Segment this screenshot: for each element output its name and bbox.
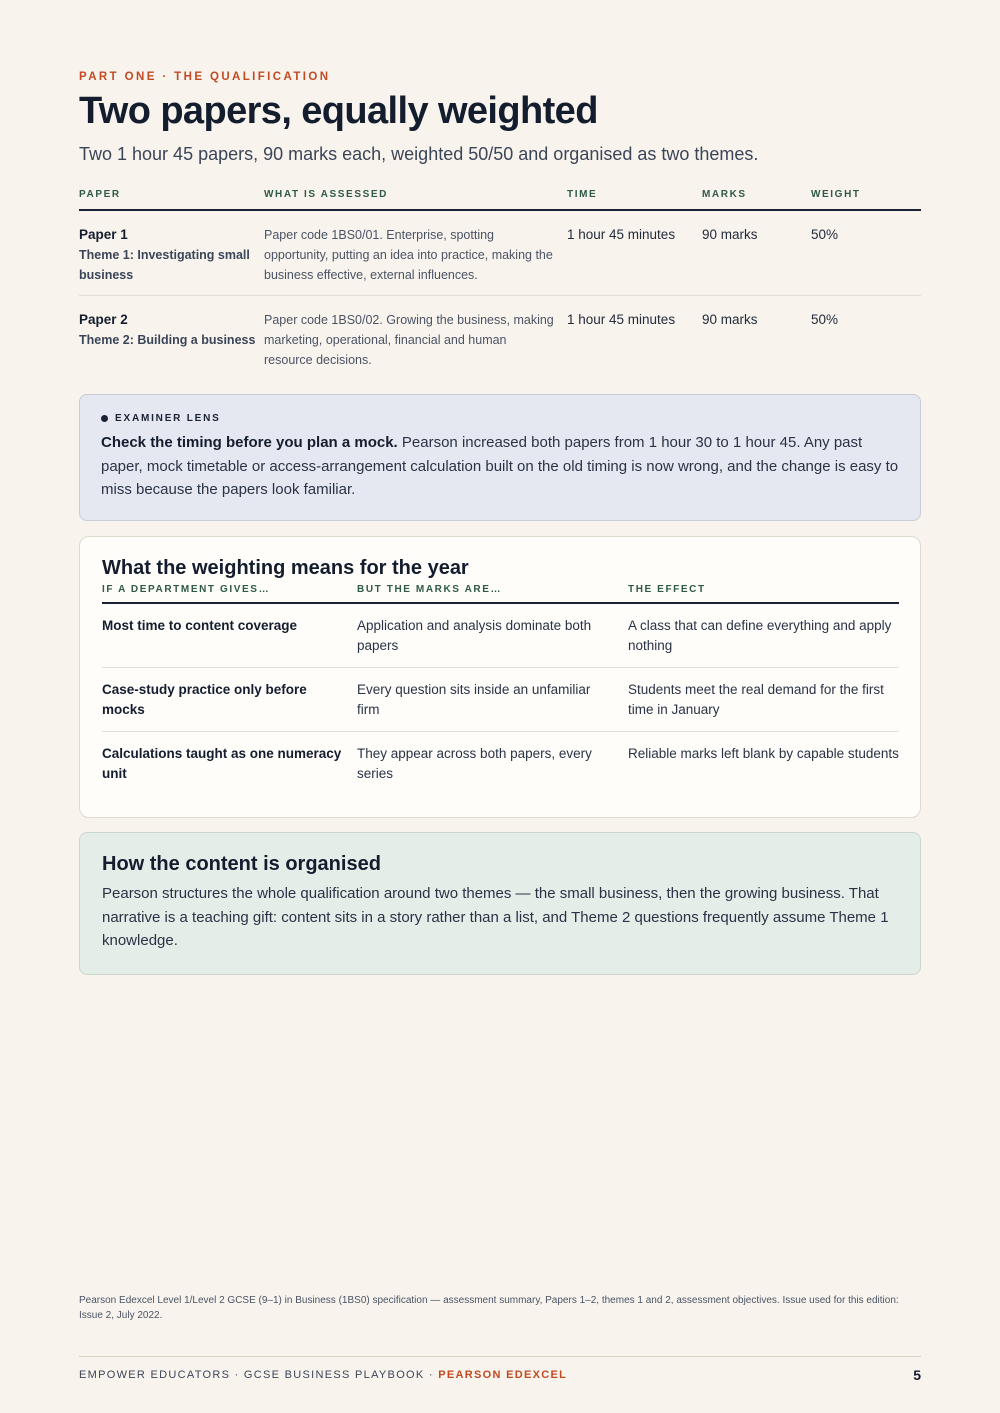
page-title: Two papers, equally weighted	[79, 90, 598, 132]
organised-text: Pearson structures the whole qualification around two themes — the small business, then the growing business. That narrative is a teaching gift: content sits in a story rather than a list, and Theme 2 questions frequently assume Theme 1 knowledge.	[102, 885, 889, 949]
column-header-weight: WEIGHT	[811, 189, 861, 200]
bullet-dot-icon	[101, 415, 108, 422]
marks-are-cell: Every question sits inside an unfamiliar firm	[357, 682, 591, 717]
marks-are-cell: They appear across both papers, every series	[357, 746, 592, 781]
marks-are-cell: Application and analysis dominate both papers	[357, 618, 592, 653]
column-header-marks: MARKS	[702, 189, 747, 200]
column-header-gives: IF A DEPARTMENT GIVES…	[102, 584, 271, 595]
table-row	[79, 211, 921, 296]
organised-title: How the content is organised	[102, 853, 381, 875]
assessed-cell: Paper code 1BS0/01. Enterprise, spotting opportunity, putting an idea into practice, making the business effective, external influences.	[264, 228, 553, 282]
column-header-marks-are: BUT THE MARKS ARE…	[357, 584, 503, 595]
footer-running-head	[79, 1369, 567, 1381]
table-row	[102, 732, 899, 796]
column-header-effect: THE EFFECT	[628, 584, 706, 595]
paper-theme: Theme 1: Investigating small business	[79, 248, 250, 282]
column-header-assessed: WHAT IS ASSESSED	[264, 189, 388, 200]
weight-cell: 50%	[811, 227, 839, 242]
footer-brand: PEARSON EDEXCEL	[438, 1369, 568, 1381]
effect-cell: Students meet the real demand for the first time in January	[628, 682, 884, 717]
gives-cell: Case-study practice only before mocks	[102, 682, 307, 717]
paper-name: Paper 2	[79, 312, 128, 327]
examiner-lens-callout	[79, 394, 921, 521]
page-footer	[79, 1367, 921, 1383]
gives-cell: Most time to content coverage	[102, 618, 298, 633]
weighting-table-header	[102, 584, 899, 604]
time-cell: 1 hour 45 minutes	[567, 312, 676, 327]
marks-cell: 90 marks	[702, 227, 758, 242]
examiner-lens-body: Pearson increased both papers from 1 hour 30 to 1 hour 45. Any past paper, mock timetable or access-arrangement calculation built on the old timing is now wrong, and the change is easy to miss because the papers look familiar.	[101, 434, 899, 498]
footer-publication: EMPOWER EDUCATORS · GCSE BUSINESS PLAYBOOK ·	[79, 1369, 439, 1381]
weighting-title: What the weighting means for the year	[102, 557, 469, 579]
weighting-table	[102, 584, 899, 796]
table-row	[102, 604, 899, 668]
source-footnote: Pearson Edexcel Level 1/Level 2 GCSE (9–1) in Business (1BS0) specification — assessment summary, Papers 1–2, themes 1 and 2, assessment objectives. Issue used for this edition: Issue 2, July 2022.	[79, 1295, 899, 1321]
weighting-card	[79, 536, 921, 818]
examiner-lens-label	[101, 413, 899, 424]
paper-theme: Theme 2: Building a business	[79, 333, 256, 347]
section-kicker: PART ONE · THE QUALIFICATION	[79, 71, 331, 83]
examiner-lens-lead: Check the timing before you plan a mock.	[101, 434, 398, 451]
weight-cell: 50%	[811, 312, 839, 327]
page-subtitle: Two 1 hour 45 papers, 90 marks each, weighted 50/50 and organised as two themes.	[79, 144, 759, 164]
papers-table-header	[79, 189, 921, 211]
effect-cell: Reliable marks left blank by capable students	[628, 746, 899, 761]
gives-cell: Calculations taught as one numeracy unit	[102, 746, 342, 781]
marks-cell: 90 marks	[702, 312, 758, 327]
content-organised-callout	[79, 832, 921, 975]
paper-cell	[79, 225, 264, 295]
paper-name: Paper 1	[79, 227, 128, 242]
table-row	[102, 668, 899, 732]
papers-table	[79, 189, 921, 378]
table-row	[79, 296, 921, 378]
examiner-lens-label-text: EXAMINER LENS	[115, 413, 221, 424]
footer-divider	[79, 1356, 921, 1357]
examiner-lens-text	[101, 431, 899, 502]
page-number: 5	[913, 1367, 921, 1383]
column-header-time: TIME	[567, 189, 598, 200]
paper-cell	[79, 310, 264, 378]
effect-cell: A class that can define everything and apply nothing	[628, 618, 892, 653]
time-cell: 1 hour 45 minutes	[567, 227, 676, 242]
column-header-paper: PAPER	[79, 189, 121, 200]
assessed-cell: Paper code 1BS0/02. Growing the business, making marketing, operational, financial and human resource decisions.	[264, 313, 554, 367]
